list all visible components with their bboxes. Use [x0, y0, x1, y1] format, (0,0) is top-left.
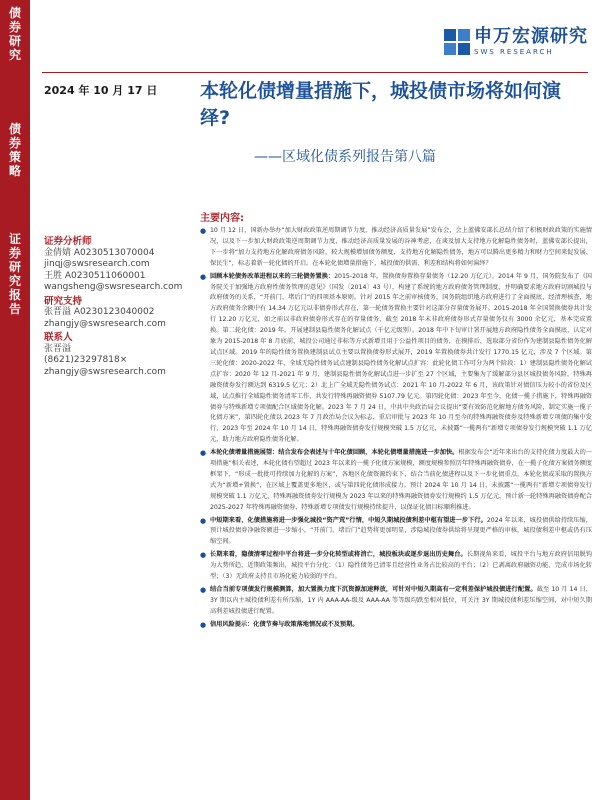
paragraph-lead: 信用风险提示：化债节奏与政策落地情况或不及预期。 [210, 620, 359, 628]
section-title: 主要内容: [200, 213, 244, 224]
support-line: 张晋溢 A0230123040002 [44, 307, 155, 317]
logo-mark-icon [444, 29, 470, 55]
paragraph [200, 585, 592, 618]
analyst-line: 王胜 A0230511060001 [44, 270, 146, 281]
paragraph [200, 516, 592, 549]
research-support-heading: 研究支持 [44, 295, 83, 307]
support-email[interactable]: zhangjy@swsresearch.com [44, 318, 166, 329]
analyst-email[interactable]: wangsheng@swsresearch.com [44, 282, 183, 292]
report-date: 2024 年 10 月 17 日 [44, 84, 158, 97]
strip-label-bond-research: 债券研究 [8, 6, 21, 62]
paragraph-lead: 结合当前专项债发行规模测算，加大置换力度下沉资源加速释放，可针对中短久期高有一定利差保护城投债进行配置。 [210, 586, 537, 593]
contact-phone: (8621)23297818× [44, 355, 128, 365]
paragraph-lead: 中短期来看，化债措施将进一步强化城投“资产荒”行情，中短久期城投债利差中枢有望进一步下行。 [210, 516, 487, 524]
logo-text-cn: 申万宏源研究 [474, 26, 588, 47]
paragraph-text: 10 月 12 日，国新办举办“加大财政政策逆周期调节力度、推动经济高质量发展”发布会，会上蓝佛安部长总结介绍了积极财政政策的实施情况，以及下一步加大财政政策逆周期调节力度，推动经济高质量发展的谷神考虑，在谈及加大支持地方化解隐性债务时，蓝佛安部长提出，下一步将“加力支持地方化解政府债务风险，较大规模增加债务额度，支持地方化解隐性债务，地方可以腾出更多精力和财力空间来促发展、保民生”，标志着新一轮化债的开启。在本轮化债增量措施下，城投债的供需、利差和结构将如何演绎？ [210, 227, 592, 267]
main-content [200, 226, 592, 798]
left-strip [0, 0, 30, 800]
sws-logo [444, 28, 588, 56]
paragraph [200, 620, 592, 631]
report-title: 本轮化债增量措施下，城投债市场将如何演绎? [200, 80, 562, 129]
paragraph-lead: 本轮化债增量措施展望：结合发布会表述与十年化债回顾，本轮化债增量措施进一步加快。 [210, 449, 459, 457]
paragraph-lead: 回顾本轮债务改革进程以来的三轮债务置换： [210, 272, 335, 280]
header-divider [42, 72, 588, 73]
bullet-icon: ● [200, 227, 207, 235]
bullet-icon: ● [200, 586, 207, 594]
bullet-icon: ● [200, 516, 207, 525]
bullet-icon: ● [200, 272, 207, 281]
paragraph-text: 2024 年以来，城投债供给持续压缩，预计城投债券净融资额进一步缩小，“开前门、堵后门”趋势将更加明显，涉隐城投债券供给将呈现更严格的审核，城投债利差中枢或仍有压缩空间。 [210, 516, 592, 546]
report-subtitle: ——区域化债系列报告第八篇 [254, 149, 436, 165]
paragraph [200, 272, 592, 447]
paragraph-lead: 长期来看，隐债清零过程中平台将进一步分化转型或将消亡，城投板块或逐步退出历史舞台。 [210, 551, 467, 559]
strip-label-bond-strategy: 债券策略 [8, 122, 21, 178]
paragraph [200, 448, 592, 513]
bullet-icon: ● [200, 449, 207, 458]
analyst-email[interactable]: jinqj@swsresearch.com [44, 259, 150, 269]
bullet-icon: ● [200, 620, 207, 629]
paragraph-text: 2015-2018 年，置换债券置换存量债务（12.20 万亿元）。2014 年 9 月，国务院发布了《国务院关于加强地方政府性债务管理的意见》（国发〔2014〕43 号），构建了系统的地方政府债务管理制度，并明确要求地方政府切割城投与政府债务的关系，“开前门、堵后门”的四项基本原则。针对 2015 年之前审核债务，国务院组织地方政府进行了全面摸底，经清理核查，地方政府债务余额中有 14.34 万亿元以非债券形式存在，第一轮债务置换主要针对这部分存量债务展开。2015-2018 年全国置换债券共计发行 12.20 万亿元，如之前以非政府债券形式存在的存量债务，截至 2018 年末非政府债券形式存量债务仅有 3000 余亿元，基本完成置换。第二轮化债：2019 年，开展建制县隐性债务化解试点（千亿元级别）。2018 年中下旬审计署开展地方政府隐性债务全面摸底，认定对象为 2015-2018 年 8 月底前，城投公司通过非标等方式新增且用于公益性项目的债务，在摸排后，选取部分省份作为建制县隐性债务化解试点区域。2019 年的隐性债务置换建制县试点主要以置换债券形式展开，2019 年置换债券共计发行 1770.15 亿元，涉及 7 个区域。第三轮化债：2020-2022 年，全域无隐性债务试点建制县隐性债务化解试点扩容：此轮化债工作可分为两个阶段：1）建制县隐性债务化解试点扩容：2020 年 12 月-2021 年 9 月，建制县隐性债务化解试点进一步扩至 27 个区域，主要集为了缓解部分县区城投债务风险，特殊再融资债券发行额达到 6319.5 亿元；2）北上广全域无隐性债务试点：2021 年 10 月-2022 年 6 月，该政策针对债信压力较小的省份及区域，试点推行全域隐性债务清零工作，共发行特殊再融资债券 5107.79 亿元。第四轮化债：2023 年至今，化债一揽子措施下，特殊再融资债券与特殊新增专项债配合区域债务化解。2023 年 7 月 24 日，中共中央政治局会议提出“要有效防范化解地方债务风险，制定实施一揽子化债方案”，第四轮化债以 2023 年 7 月政治局会议为标志，重启审批与 2023 年 10 月至今的特殊再融资债券及特殊新增专项债的集中发行，2023 年至 2024 年 10 月 14 日，特殊再融资债券发行规模突破 1.5 万亿元，未披露“一揽两有”新增专项债券发行规模突破 1.1 万亿元，助力地方政府隐性债务化解。 [210, 272, 592, 444]
analyst-sidebar [44, 234, 194, 378]
bullet-icon: ● [200, 551, 207, 560]
contact-name: 张晋溢 [44, 343, 72, 354]
strip-label-report-type: 证券研究报告 [8, 232, 21, 316]
paragraph-text: 根据发布会“近年来出台的支持化债力度最大的一项措施”相关表述，本轮化债有望超过 2023 年以来的一揽子化债方案规模，额度规模参照历年特殊再融资债券，在一揽子化债方案债务额度框架下，“形成一批批可持续加力化解的方案”，各地区化债资源约束下，结合当前化债进程以及下一步化债重点，本轮化债或采取的置换方式为“新增+置换”，在区域上覆盖更多地区，或与第四轮化债形成接力。预计 2024 年 10 月 14 日，未披露“一揽两有”新增专项债券发行规模突破 1.1 万亿元，特殊再融资债券发行规模为 2023 年以来的特殊再融资债券发行规模约 1.5 万亿元，预计新一轮特殊再融资债券配合 2025-2027 年特殊再融资债券、特殊新增专项债发行规模持续提升，以保证化债目标顺利推进。 [210, 449, 592, 511]
paragraph-text: 长期视角来看，城投平台与地方政府信用脱钩为大势所趋，近期政策频出，城投平台分化：（1）隐性债务已清零且经营性业务占比较高的平台；（2）已剥离政府融资功能、完成市场化转型；（3）无政府支持且市场化能力较弱的平台。 [210, 551, 592, 581]
analyst-heading: 证券分析师 [44, 236, 92, 247]
analyst-line: 金倩婧 A0230513070004 [44, 247, 155, 258]
paragraph [200, 550, 592, 583]
contact-email[interactable]: zhangjy@swsresearch.com [44, 366, 166, 377]
logo-text-en: SWS RESEARCH [474, 48, 554, 56]
paragraph-text: 截至 10 月 14 日，3Y 期以内主城投债利差有所压缩，1Y 内 AAA-AA-级及 AAA-AA 等等级均跌至相对低位，可关注 3Y 期城投债利差压缩空间，对中短久期高利差城投债进行配置。 [210, 586, 592, 615]
contact-heading: 联系人 [44, 332, 73, 343]
paragraph [200, 226, 592, 270]
